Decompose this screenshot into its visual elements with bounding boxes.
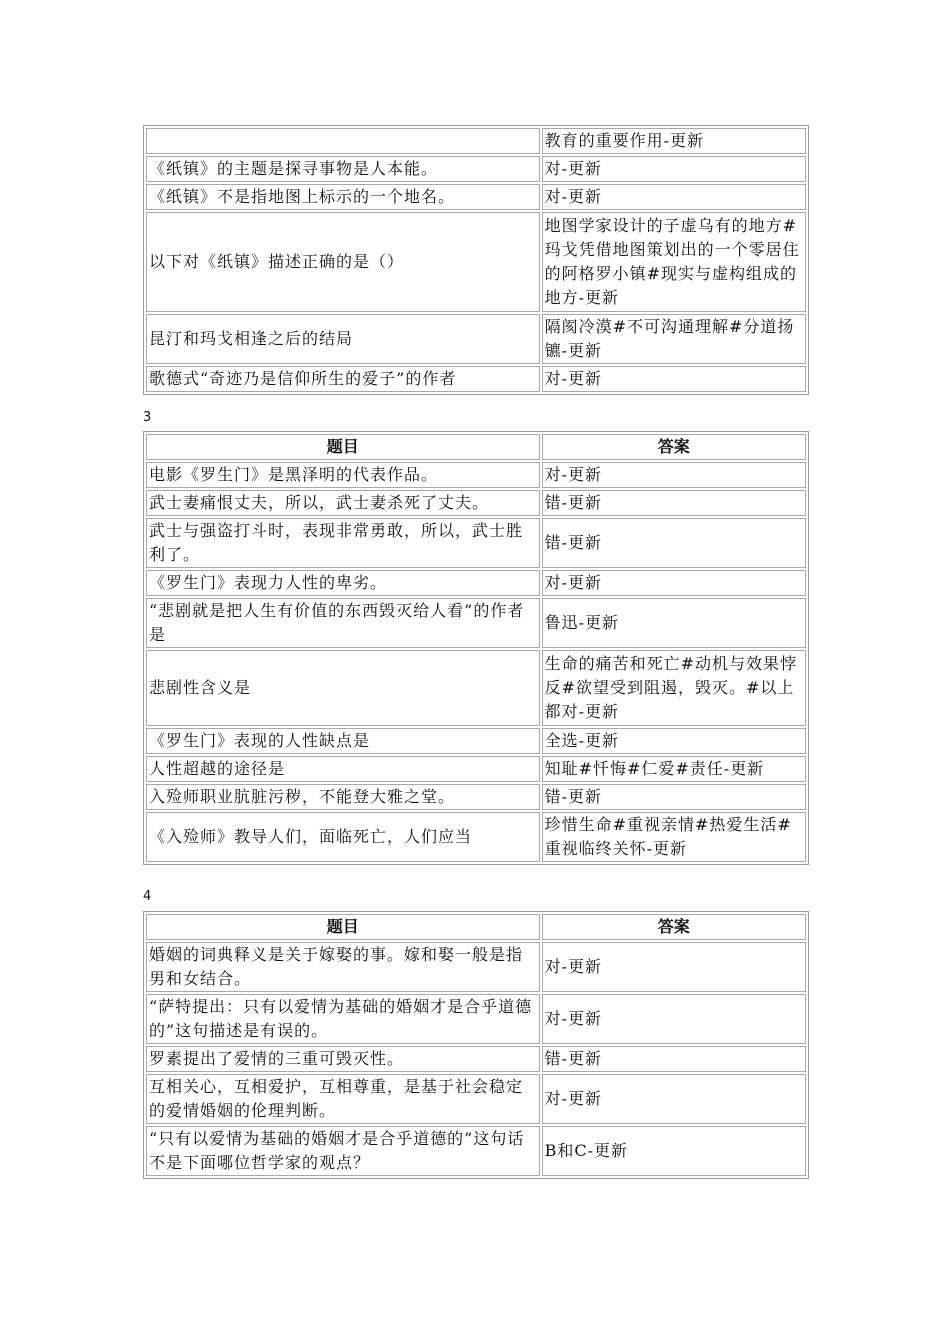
question-cell: 《罗生门》表现的人性缺点是 [146,728,540,754]
answer-cell: 错-更新 [542,518,806,568]
table-row [146,1074,806,1124]
answer-cell: 错-更新 [542,1046,806,1072]
question-cell: 入殓师职业肮脏污秽，不能登大雅之堂。 [146,784,540,810]
table-row [146,314,806,364]
table-row [146,784,806,810]
answer-cell: 错-更新 [542,490,806,516]
answer-cell: 对-更新 [542,156,806,182]
table-row [146,570,806,596]
table-row [146,518,806,568]
answer-cell: 鲁迅-更新 [542,598,806,648]
table-row [146,366,806,392]
question-cell: 罗素提出了爱情的三重可毁灭性。 [146,1046,540,1072]
answer-cell: 对-更新 [542,994,806,1044]
question-cell: “只有以爱情为基础的婚姻才是合乎道德的”这句话不是下面哪位哲学家的观点？ [146,1126,540,1176]
question-cell: 《纸镇》不是指地图上标示的一个地名。 [146,184,540,210]
answer-cell: 对-更新 [542,942,806,992]
table-row [146,184,806,210]
answer-cell: 珍惜生命#重视亲情#热爱生活#重视临终关怀-更新 [542,812,806,862]
question-cell: 歌德式“奇迹乃是信仰所生的爱子”的作者 [146,366,540,392]
answer-cell: 全选-更新 [542,728,806,754]
question-cell: 电影《罗生门》是黑泽明的代表作品。 [146,462,540,488]
answer-cell: 知耻#忏悔#仁爱#责任-更新 [542,756,806,782]
question-cell: 以下对《纸镇》描述正确的是（） [146,212,540,312]
question-cell: “萨特提出：只有以爱情为基础的婚姻才是合乎道德的”这句描述是有误的。 [146,994,540,1044]
table-row [146,650,806,726]
column-header-answer: 答案 [542,434,806,460]
answer-cell: 生命的痛苦和死亡#动机与效果悖反#欲望受到阻遏，毁灭。#以上都对-更新 [542,650,806,726]
question-cell: 悲剧性含义是 [146,650,540,726]
question-cell: 《纸镇》的主题是探寻事物是人本能。 [146,156,540,182]
table-row [146,128,806,154]
question-cell: 昆汀和玛戈相逢之后的结局 [146,314,540,364]
question-cell [146,128,540,154]
table-row [146,994,806,1044]
question-cell: 互相关心，互相爱护，互相尊重，是基于社会稳定的爱情婚姻的伦理判断。 [146,1074,540,1124]
table-row [146,156,806,182]
section-number: 3 [143,410,152,425]
column-header-question: 题目 [146,914,540,940]
table-row [146,1126,806,1176]
answer-cell: 对-更新 [542,570,806,596]
table-row [146,462,806,488]
question-cell: 《罗生门》表现力人性的卑劣。 [146,570,540,596]
column-header-answer: 答案 [542,914,806,940]
table-row [146,756,806,782]
answer-cell: 对-更新 [542,1074,806,1124]
table-row [146,598,806,648]
answer-cell: 地图学家设计的子虚乌有的地方#玛戈凭借地图策划出的一个零居住的阿格罗小镇#现实与虚构组成的地方-更新 [542,212,806,312]
answer-table-section-3 [143,431,809,865]
question-cell: 武士与强盗打斗时，表现非常勇敢，所以，武士胜利了。 [146,518,540,568]
answer-cell: 对-更新 [542,366,806,392]
question-cell: 武士妻痛恨丈夫，所以，武士妻杀死了丈夫。 [146,490,540,516]
answer-cell: 对-更新 [542,184,806,210]
column-header-question: 题目 [146,434,540,460]
question-cell: 《入殓师》教导人们，面临死亡，人们应当 [146,812,540,862]
answer-cell: 错-更新 [542,784,806,810]
answer-table-section-4 [143,911,809,1179]
question-cell: 婚姻的词典释义是关于嫁娶的事。嫁和娶一般是指男和女结合。 [146,942,540,992]
answer-cell: 隔阂冷漠#不可沟通理解#分道扬镳-更新 [542,314,806,364]
table-row [146,212,806,312]
table-header-row [146,434,806,460]
answer-cell: 教育的重要作用-更新 [542,128,806,154]
question-cell: “悲剧就是把人生有价值的东西毁灭给人看”的作者是 [146,598,540,648]
table-row [146,728,806,754]
section-number: 4 [143,889,152,904]
answer-table-continued [143,125,809,395]
table-row [146,490,806,516]
answer-cell: B和C-更新 [542,1126,806,1176]
question-cell: 人性超越的途径是 [146,756,540,782]
table-row [146,812,806,862]
table-row [146,942,806,992]
table-header-row [146,914,806,940]
table-row [146,1046,806,1072]
answer-cell: 对-更新 [542,462,806,488]
